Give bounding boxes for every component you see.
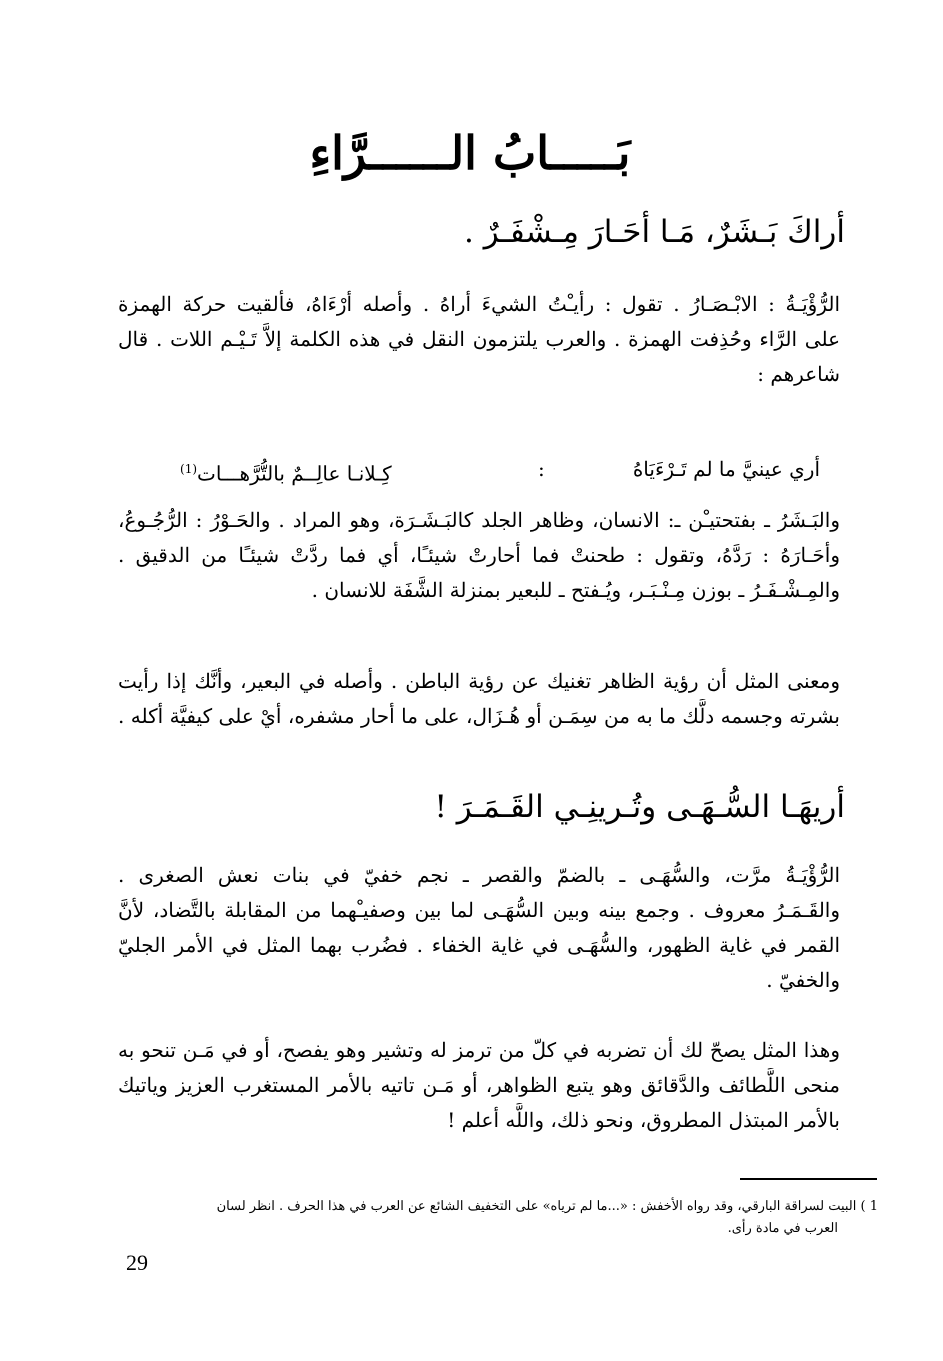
paragraph-line: والخفيّ . (766, 968, 840, 992)
paragraph-line: الرُّؤْيَـةُ مرَّت، والسُّهَـى ـ بالضمّ والقصر ـ نجم خفيّ في بنات نعش الصغرى . (118, 863, 840, 887)
paragraph-5 (118, 1033, 840, 1138)
footnote (118, 1196, 878, 1240)
footnote-divider (740, 1178, 877, 1180)
paragraph-line: الرُّؤْيَـةُ : الابْـصَـارُ . تقول : رأيـْتُ الشيءَ أراهُ . وأصله أرْءَاهُ، فألقيت حركة الهمزة (118, 292, 840, 316)
chapter-title: بَـــــابُ الــــــرَّاءِ (309, 126, 631, 180)
poetry-verse (180, 452, 820, 486)
paragraph-line: شاعرهم : (757, 362, 840, 386)
page-number: 29 (126, 1250, 148, 1275)
proverb-heading-1: أراكَ بَـشَرٌ، مَـا أحَـارَ مِـشْفَـرٌ . (464, 214, 845, 250)
paragraph-line: على الرَّاء وحُذِفت الهمزة . والعرب يلتزمون النقل في هذه الكلمة إلاَّ تَـيْـم اللات . قال (118, 327, 840, 351)
paragraph-line: وأحَـارَهُ : رَدَّهُ، وتقول : طحنتْ فما أحارتْ شيئـًا، أي فما ردَّتْ شيئـًا من الدقيق . (118, 543, 840, 567)
proverb-heading-2: أريهَـا السُّـهَـى وتُـرينِـي القَـمَـرَ ! (434, 789, 845, 825)
paragraph-line: والقَـمَـرُ معروف . وجمع بينه وبين السُّهَـى لما بين وصفيـْهما من المقابلة بالتَّضاد، لأنَّ (118, 898, 840, 922)
footnote-reference: (1) (180, 462, 198, 476)
paragraph-line: منحى اللَّطائف والدَّقائق وهو يتبع الظواهر، أو مَـن تاتيه بالأمر المستغرب العزيز وياتيك (118, 1073, 840, 1097)
paragraph-1 (118, 287, 840, 392)
verse-first-hemistich: أري عينيَّ ما لم تَـرْءَيَاهُ (632, 457, 820, 481)
verse-second-hemistich (180, 452, 392, 491)
paragraph-2 (118, 503, 840, 608)
paragraph-line: القمر في غاية الظهور، والسُّهَـى في غاية الخفاء . فضُرب بهما المثل في الأمر الجليّ (118, 933, 840, 957)
paragraph-line: والمِـشْـفَـرُ ـ بوزن مِـنْـبَـر، ويُـفتح ـ للبعير بمنزلة الشَّفَة للانسان . (311, 578, 840, 602)
paragraph-line: بالأمر المبتذل المطروق، ونحو ذلك، واللَّه أعلم ! (447, 1108, 840, 1132)
paragraph-line: بشرته وجسمه دلَّك ما به من سِمَـن أو هُـزَال، على ما أحار مشفره، أيْ على كيفيَّة أكله . (118, 704, 840, 728)
paragraph-line: وهذا المثل يصحّ لك أن تضربه في كلّ من ترمز له وتشير وهو يفصح، أو في مَـن تنحو به (118, 1038, 840, 1062)
footnote-text: ) البيت لسراقة البارقي، وقد رواه الأخفش : «...ما لم ترياه» على التخفيف الشائع عن العرب في هذا الحرف . انظر لسان (216, 1199, 866, 1214)
verse-separator: : (538, 457, 545, 481)
paragraph-4 (118, 858, 840, 998)
footnote-number: 1 (869, 1199, 878, 1214)
paragraph-line: والبَـشَرُ ـ بفتحتيـْن ـ: الانسان، وظاهر الجلد كالبَـشَـرَة، وهو المراد . والحَـوْرُ : الرُّجُـوعُ، (118, 508, 840, 532)
footnote-line (118, 1196, 878, 1218)
paragraph-line: ومعنى المثل أن رؤية الظاهر تغنيك عن رؤية الباطن . وأصله في البعير، وأنَّك إذا رأيت (118, 669, 840, 693)
paragraph-3 (118, 664, 840, 734)
footnote-line: العرب في مادة رأى. (727, 1221, 838, 1236)
verse-second-hemistich-text: كِـلانـا عالِــمٌ بالتُّرَّهـــات (197, 461, 392, 486)
